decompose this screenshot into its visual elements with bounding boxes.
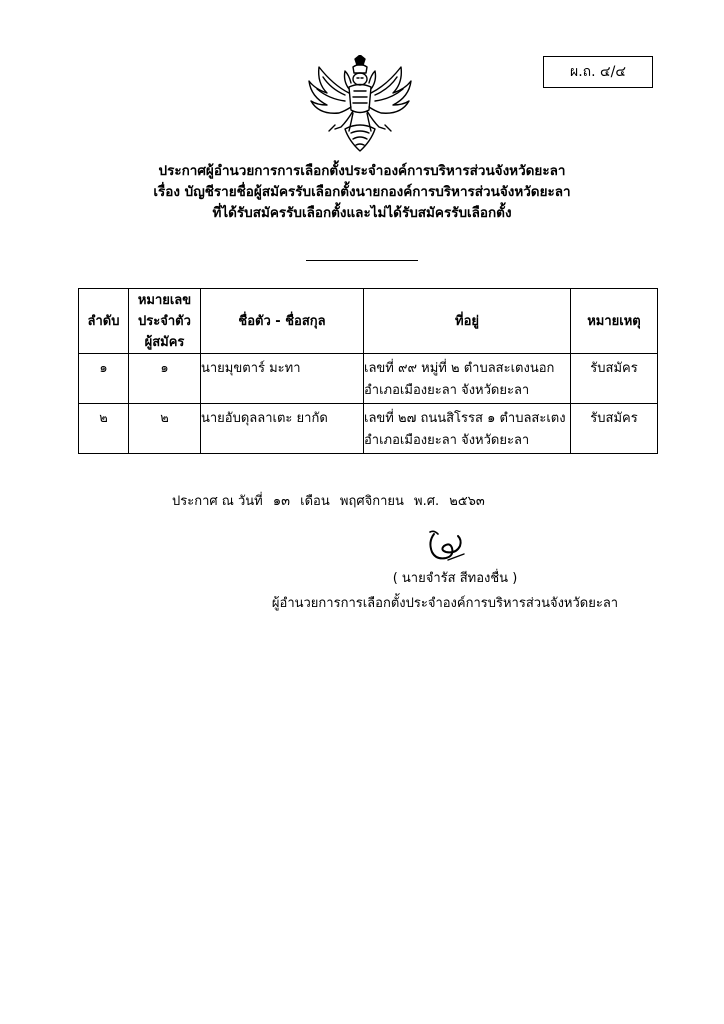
date-prefix: ประกาศ ณ วันที่	[172, 494, 263, 509]
date-month-label: เดือน	[300, 494, 330, 509]
cell-order: ๒	[79, 404, 129, 454]
date-month: พฤศจิกายน	[339, 494, 404, 509]
announcement-date	[172, 490, 491, 511]
cell-name: นายอับดุลลาเตะ ยากัด	[201, 404, 364, 454]
candidate-table	[78, 288, 658, 454]
header-remark: หมายเหตุ	[571, 289, 658, 354]
cell-candidate-number: ๒	[129, 404, 201, 454]
handwritten-signature	[424, 528, 468, 564]
cell-candidate-number: ๑	[129, 354, 201, 404]
cell-name: นายมุขตาร์ มะทา	[201, 354, 364, 404]
signer-title: ผู้อำนวยการการเลือกตั้งประจำองค์การบริหารส่วนจังหวัดยะลา	[271, 596, 619, 611]
cell-remark: รับสมัคร	[571, 404, 658, 454]
signer-name: ( นายจำรัส สีทองชื่น )	[392, 571, 518, 586]
date-year: ๒๕๖๓	[449, 494, 485, 509]
announcement-heading-line-3: ที่ได้รับสมัครรับเลือกตั้งและไม่ได้รับสมัครรับเลือกตั้ง	[212, 205, 512, 221]
cell-address: เลขที่ ๒๗ ถนนสิโรรส ๑ ตำบลสะเตง อำเภอเมืองยะลา จังหวัดยะลา	[364, 404, 571, 454]
form-code: ผ.ถ. ๔/๔	[570, 64, 626, 80]
cell-remark: รับสมัคร	[571, 354, 658, 404]
table-row	[79, 404, 658, 454]
table-header-row	[79, 289, 658, 354]
cell-order: ๑	[79, 354, 129, 404]
header-order: ลำดับ	[79, 289, 129, 354]
cell-address: เลขที่ ๙๙ หมู่ที่ ๒ ตำบลสะเตงนอก อำเภอเมืองยะลา จังหวัดยะลา	[364, 354, 571, 404]
header-candidate-number: หมายเลข ประจำตัว ผู้สมัคร	[129, 289, 201, 354]
announcement-heading-line-1: ประกาศผู้อำนวยการการเลือกตั้งประจำองค์การบริหารส่วนจังหวัดยะลา	[158, 163, 566, 179]
heading-divider	[306, 260, 418, 261]
date-year-label: พ.ศ.	[414, 494, 440, 509]
header-address: ที่อยู่	[364, 289, 571, 354]
header-name: ชื่อตัว - ชื่อสกุล	[201, 289, 364, 354]
date-day: ๑๓	[272, 494, 291, 509]
table-row	[79, 354, 658, 404]
form-code-box	[543, 56, 653, 88]
garuda-emblem-icon	[305, 55, 415, 155]
announcement-heading-line-2: เรื่อง บัญชีรายชื่อผู้สมัครรับเลือกตั้งนายกองค์การบริหารส่วนจังหวัดยะลา	[153, 184, 571, 200]
